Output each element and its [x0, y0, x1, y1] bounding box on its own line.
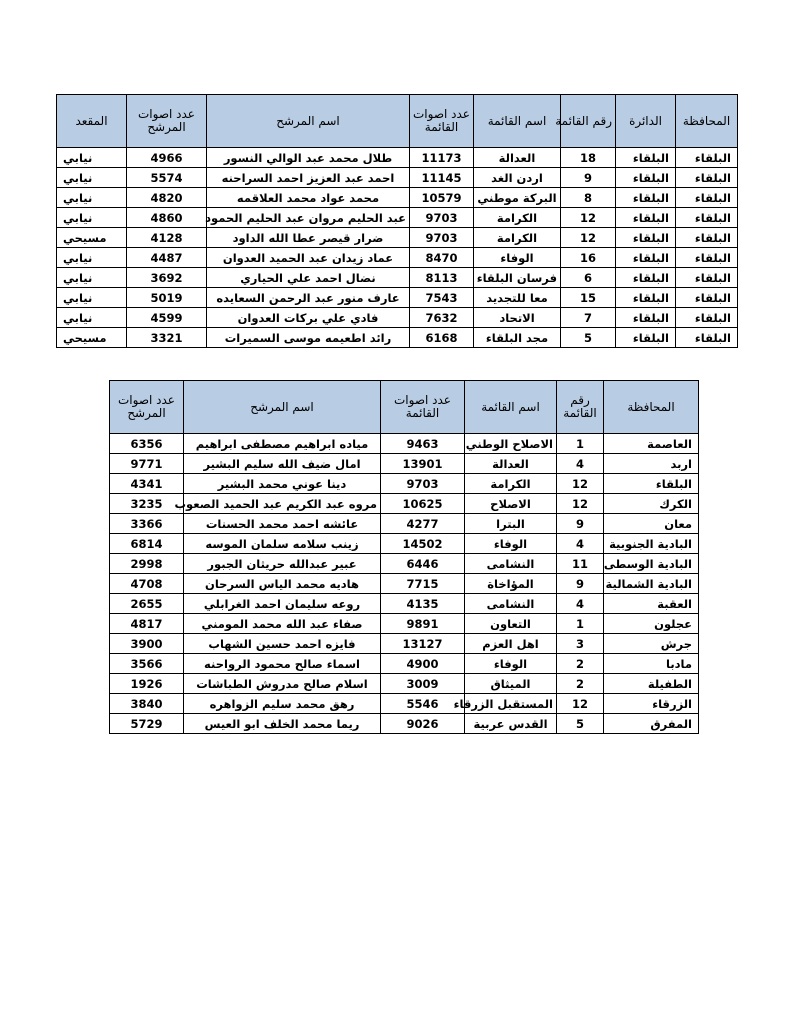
table-cell: 2998 [110, 554, 184, 574]
table-cell: اهل العزم [465, 634, 557, 654]
table-cell: 5546 [381, 694, 465, 714]
table-cell: البلقاء [616, 248, 676, 268]
table-cell: المستقبل الزرقاء [465, 694, 557, 714]
table-cell: اسماء صالح محمود الرواحنه [184, 654, 381, 674]
table-cell: مسيحي [57, 328, 127, 348]
table-cell: العاصمة [604, 434, 699, 454]
table-cell: امال ضيف الله سليم البشير [184, 454, 381, 474]
table-row [110, 674, 699, 694]
header-governorate: المحافظة [604, 381, 699, 434]
table-cell: البلقاء [676, 328, 738, 348]
table-cell: 12 [561, 228, 616, 248]
table-cell: 3 [557, 634, 604, 654]
table-cell: 4128 [127, 228, 207, 248]
table-cell: 4599 [127, 308, 207, 328]
table-cell: 9771 [110, 454, 184, 474]
table-cell: البلقاء [616, 148, 676, 168]
table-cell: 4277 [381, 514, 465, 534]
table-cell: 4341 [110, 474, 184, 494]
table-cell: الطفيلة [604, 674, 699, 694]
table-cell: 3366 [110, 514, 184, 534]
table-cell: عائشه احمد محمد الحسنات [184, 514, 381, 534]
table-cell: البركة موطني [474, 188, 561, 208]
table-row [57, 288, 738, 308]
header-candidate-name: اسم المرشح [207, 95, 410, 148]
table-cell: 6 [561, 268, 616, 288]
table-cell: الوفاء [474, 248, 561, 268]
table-cell: البلقاء [676, 308, 738, 328]
table-cell: مسيحي [57, 228, 127, 248]
table-cell: 9703 [381, 474, 465, 494]
table-cell: 3566 [110, 654, 184, 674]
table-cell: 9703 [410, 228, 474, 248]
table-cell: البلقاء [676, 168, 738, 188]
table-cell: 4820 [127, 188, 207, 208]
table-cell: فايزه احمد حسين الشهاب [184, 634, 381, 654]
table-cell: 9 [557, 514, 604, 534]
header-list-number: رقم القائمة [557, 381, 604, 434]
table-cell: الاتحاد [474, 308, 561, 328]
table-row [57, 268, 738, 288]
table-row [110, 634, 699, 654]
table-cell: محمد عواد محمد العلاقمه [207, 188, 410, 208]
header-candidate-name: اسم المرشح [184, 381, 381, 434]
table-cell: احمد عبد العزيز احمد السراحنه [207, 168, 410, 188]
table-cell: 3692 [127, 268, 207, 288]
table-cell: الاصلاح [465, 494, 557, 514]
table-cell: البلقاء [676, 228, 738, 248]
table-row [57, 328, 738, 348]
header-candidate-votes: عدد اصوات المرشح [127, 95, 207, 148]
table-cell: الميثاق [465, 674, 557, 694]
table-cell: الوفاء [465, 534, 557, 554]
table-cell: نيابي [57, 208, 127, 228]
table-cell: نيابي [57, 168, 127, 188]
table-cell: عماد زيدان عبد الحميد العدوان [207, 248, 410, 268]
table-cell: 6168 [410, 328, 474, 348]
table-cell: 11 [557, 554, 604, 574]
table-cell: العدالة [465, 454, 557, 474]
table-cell: معا للتجديد [474, 288, 561, 308]
table-row [110, 454, 699, 474]
header-list-votes: عدد اصوات القائمة [381, 381, 465, 434]
table-cell: القدس عربية [465, 714, 557, 734]
table-row [110, 694, 699, 714]
table-cell: 7632 [410, 308, 474, 328]
table-cell: العقبة [604, 594, 699, 614]
table-cell: رائد اطعيمه موسى السميرات [207, 328, 410, 348]
table-cell: 11145 [410, 168, 474, 188]
table-row [57, 148, 738, 168]
table-cell: العدالة [474, 148, 561, 168]
table-cell: 8470 [410, 248, 474, 268]
table-row [57, 188, 738, 208]
table-cell: 4900 [381, 654, 465, 674]
table-cell: نضال احمد علي الحياري [207, 268, 410, 288]
table1-body [57, 148, 738, 348]
table-cell: الاصلاح الوطني [465, 434, 557, 454]
table-cell: 12 [557, 474, 604, 494]
table-cell: البلقاء [616, 268, 676, 288]
table-cell: البلقاء [676, 148, 738, 168]
table-cell: 16 [561, 248, 616, 268]
header-list-votes: عدد اصوات القائمة [410, 95, 474, 148]
table-cell: 4135 [381, 594, 465, 614]
table-cell: 12 [557, 694, 604, 714]
header-governorate: المحافظة [676, 95, 738, 148]
table-cell: البلقاء [676, 208, 738, 228]
table-cell: 3900 [110, 634, 184, 654]
table-cell: الكرامة [474, 208, 561, 228]
table-cell: عجلون [604, 614, 699, 634]
table-cell: 9463 [381, 434, 465, 454]
table-cell: 9026 [381, 714, 465, 734]
table-cell: 12 [561, 208, 616, 228]
table-cell: 4 [557, 534, 604, 554]
table-cell: 6814 [110, 534, 184, 554]
table-cell: 9891 [381, 614, 465, 634]
table-cell: صفاء عبد الله محمد المومني [184, 614, 381, 634]
table-cell: المؤاخاة [465, 574, 557, 594]
table-header-row [57, 95, 738, 148]
table-cell: 12 [557, 494, 604, 514]
table-row [57, 208, 738, 228]
table-cell: البلقاء [676, 288, 738, 308]
table-cell: 4817 [110, 614, 184, 634]
table-cell: مياده ابراهيم مصطفى ابراهيم [184, 434, 381, 454]
table-cell: مروه عبد الكريم عبد الحميد الصعوب [184, 494, 381, 514]
table-cell: اربد [604, 454, 699, 474]
table-row [110, 654, 699, 674]
table-cell: 1 [557, 614, 604, 634]
table2-body [110, 434, 699, 734]
table-cell: البلقاء [616, 228, 676, 248]
table-cell: 4966 [127, 148, 207, 168]
table-cell: 3321 [127, 328, 207, 348]
table-cell: البلقاء [616, 288, 676, 308]
table-cell: نيابي [57, 248, 127, 268]
table-cell: 5 [561, 328, 616, 348]
table-row [110, 614, 699, 634]
table-cell: البادية الشمالية [604, 574, 699, 594]
table-cell: مجد البلقاء [474, 328, 561, 348]
table-cell: البلقاء [616, 208, 676, 228]
table-cell: 14502 [381, 534, 465, 554]
header-seat: المقعد [57, 95, 127, 148]
table-row [110, 494, 699, 514]
table-cell: عبد الحليم مروان عبد الحليم الحمود [207, 208, 410, 228]
table-cell: الزرقاء [604, 694, 699, 714]
table-row [110, 594, 699, 614]
table-cell: 4860 [127, 208, 207, 228]
table-cell: اسلام صالح مدروش الطباشات [184, 674, 381, 694]
table-cell: نيابي [57, 148, 127, 168]
table-cell: 5 [557, 714, 604, 734]
table-row [110, 474, 699, 494]
table-cell: ريما محمد الخلف ابو العيس [184, 714, 381, 734]
table-cell: 1 [557, 434, 604, 454]
table-cell: النشامى [465, 594, 557, 614]
table-cell: 7715 [381, 574, 465, 594]
table-cell: النشامى [465, 554, 557, 574]
table-row [57, 168, 738, 188]
table-cell: 2 [557, 674, 604, 694]
table-cell: 6356 [110, 434, 184, 454]
table-cell: 8 [561, 188, 616, 208]
table-cell: البادية الجنوبية [604, 534, 699, 554]
table-cell: جرش [604, 634, 699, 654]
table-cell: نيابي [57, 188, 127, 208]
table-row [110, 574, 699, 594]
table-cell: زينب سلامه سلمان الموسه [184, 534, 381, 554]
table-cell: البلقاء [604, 474, 699, 494]
table-cell: 18 [561, 148, 616, 168]
table-cell: 2655 [110, 594, 184, 614]
table-cell: 4708 [110, 574, 184, 594]
table-cell: فادي علي بركات العدوان [207, 308, 410, 328]
table-cell: اردن الغد [474, 168, 561, 188]
table-cell: مادبا [604, 654, 699, 674]
table-cell: نيابي [57, 268, 127, 288]
table-cell: نيابي [57, 288, 127, 308]
table-cell: 9703 [410, 208, 474, 228]
table-cell: البلقاء [676, 188, 738, 208]
table-row [110, 434, 699, 454]
table-cell: 5574 [127, 168, 207, 188]
table-row [110, 534, 699, 554]
header-list-name: اسم القائمة [474, 95, 561, 148]
results-table-women-quota [109, 380, 699, 734]
table-cell: البترا [465, 514, 557, 534]
table-row [110, 714, 699, 734]
table-cell: الكرك [604, 494, 699, 514]
table-cell: 5729 [110, 714, 184, 734]
table-cell: 9 [557, 574, 604, 594]
table-cell: البادية الوسطى [604, 554, 699, 574]
table-cell: معان [604, 514, 699, 534]
table-cell: رهق محمد سليم الزواهره [184, 694, 381, 714]
table-row [110, 514, 699, 534]
table-cell: الوفاء [465, 654, 557, 674]
table-cell: المفرق [604, 714, 699, 734]
table-cell: نيابي [57, 308, 127, 328]
table-cell: 10625 [381, 494, 465, 514]
table-cell: 10579 [410, 188, 474, 208]
table-cell: 3235 [110, 494, 184, 514]
table-cell: البلقاء [616, 168, 676, 188]
table-cell: دينا عوني محمد البشير [184, 474, 381, 494]
table-cell: 5019 [127, 288, 207, 308]
header-district: الدائرة [616, 95, 676, 148]
table-cell: 15 [561, 288, 616, 308]
results-table-districts [56, 94, 738, 348]
table-cell: الكرامة [465, 474, 557, 494]
table-cell: 13127 [381, 634, 465, 654]
table-cell: روعه سليمان احمد الغرابلي [184, 594, 381, 614]
table-cell: البلقاء [616, 188, 676, 208]
table-cell: 8113 [410, 268, 474, 288]
header-candidate-votes: عدد اصوات المرشح [110, 381, 184, 434]
table-cell: 6446 [381, 554, 465, 574]
table-cell: هاديه محمد الياس السرحان [184, 574, 381, 594]
table-cell: 1926 [110, 674, 184, 694]
header-list-name: اسم القائمة [465, 381, 557, 434]
table-cell: 2 [557, 654, 604, 674]
table-cell: الكرامة [474, 228, 561, 248]
table-cell: البلقاء [676, 268, 738, 288]
table-row [57, 228, 738, 248]
table-cell: 7543 [410, 288, 474, 308]
table-cell: طلال محمد عبد الوالي النسور [207, 148, 410, 168]
table-cell: 9 [561, 168, 616, 188]
table-cell: عبير عبدالله حريثان الجبور [184, 554, 381, 574]
table-row [110, 554, 699, 574]
header-list-number: رقم القائمة [561, 95, 616, 148]
table-row [57, 248, 738, 268]
table-cell: البلقاء [616, 308, 676, 328]
table-cell: فرسان البلقاء [474, 268, 561, 288]
table-cell: البلقاء [676, 248, 738, 268]
table-cell: 11173 [410, 148, 474, 168]
table-row [57, 308, 738, 328]
table-cell: التعاون [465, 614, 557, 634]
table-cell: ضرار قيصر عطا الله الداود [207, 228, 410, 248]
table-cell: 4 [557, 594, 604, 614]
table-cell: 7 [561, 308, 616, 328]
table-cell: 4487 [127, 248, 207, 268]
table-cell: البلقاء [616, 328, 676, 348]
table-cell: 13901 [381, 454, 465, 474]
table-header-row [110, 381, 699, 434]
table-cell: 3009 [381, 674, 465, 694]
table-cell: 4 [557, 454, 604, 474]
table-cell: 3840 [110, 694, 184, 714]
table-cell: عارف منور عبد الرحمن السعايده [207, 288, 410, 308]
